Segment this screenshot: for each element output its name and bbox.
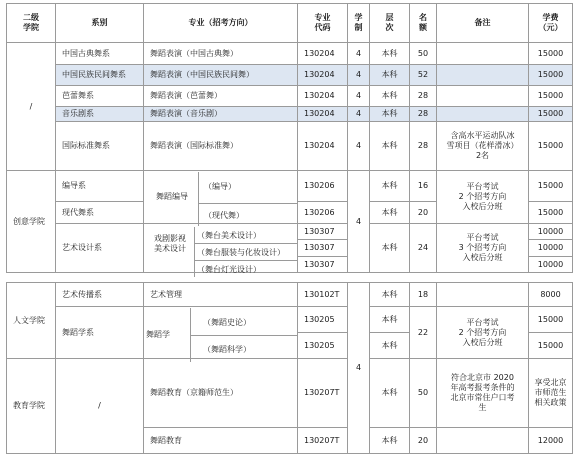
- years-cell: 4: [348, 43, 370, 65]
- dept-cell: 艺术设计系: [56, 224, 144, 273]
- major-name: 舞蹈学: [146, 330, 170, 339]
- level-cell: 本科: [370, 122, 410, 171]
- code-cell: 130207T: [298, 359, 348, 428]
- dept-cell: 现代舞系: [56, 202, 144, 224]
- quota-cell: 16: [410, 171, 437, 202]
- years-cell: 4: [348, 283, 370, 454]
- code-cell: 130204: [298, 43, 348, 65]
- header-years: 学 制: [348, 4, 370, 43]
- header-level: 层 次: [370, 4, 410, 43]
- header-fee: 学费 （元）: [529, 4, 573, 43]
- quota-cell: 18: [410, 283, 437, 307]
- table-row: [7, 224, 573, 240]
- header-dept: 系别: [56, 4, 144, 43]
- major-name: 戏剧影视 美术设计: [154, 234, 186, 254]
- level-cell: 本科: [370, 307, 410, 333]
- major-cell: 舞蹈表演（国际标准舞）: [144, 122, 298, 171]
- dept-cell: 芭蕾舞系: [56, 86, 144, 107]
- code-cell: 130102T: [298, 283, 348, 307]
- major-cell: [144, 307, 298, 359]
- dept-cell: 中国古典舞系: [56, 43, 144, 65]
- major-cell: 舞蹈表演（芭蕾舞）: [144, 86, 298, 107]
- note-cell: [437, 107, 529, 122]
- code-cell: 130204: [298, 65, 348, 86]
- header-major: 专业（招考方向）: [144, 4, 298, 43]
- direction-label: （现代舞）: [204, 211, 244, 220]
- years-cell: 4: [348, 107, 370, 122]
- enrollment-table-2: [6, 282, 573, 454]
- quota-cell: 50: [410, 43, 437, 65]
- dept-cell: 中国民族民间舞系: [56, 65, 144, 86]
- code-cell: 130307: [298, 240, 348, 257]
- table-row: [7, 43, 573, 65]
- direction-label: （编导）: [204, 182, 236, 191]
- level-cell: 本科: [370, 428, 410, 454]
- note-cell: [437, 43, 529, 65]
- table-row: [7, 107, 573, 122]
- dept-cell: 艺术传播系: [56, 283, 144, 307]
- fee-cell: 15000: [529, 202, 573, 224]
- note-cell: 平台考试 3 个招考方向 入校后分班: [437, 224, 529, 273]
- major-cell: 舞蹈表演（中国民族民间舞）: [144, 65, 298, 86]
- level-cell: 本科: [370, 202, 410, 224]
- years-cell: 4: [348, 171, 370, 273]
- fee-cell: 15000: [529, 307, 573, 333]
- level-cell: 本科: [370, 359, 410, 428]
- level-cell: 本科: [370, 224, 410, 273]
- major-cell: 舞蹈教育: [144, 428, 298, 454]
- years-cell: 4: [348, 122, 370, 171]
- header-code: 专业 代码: [298, 4, 348, 43]
- college-cell: 人文学院: [7, 283, 56, 359]
- level-cell: 本科: [370, 283, 410, 307]
- header-quota: 名 额: [410, 4, 437, 43]
- dept-cell: /: [56, 359, 144, 454]
- quota-cell: 28: [410, 122, 437, 171]
- dept-cell: 舞蹈学系: [56, 307, 144, 359]
- note-cell: [437, 65, 529, 86]
- code-cell: 130307: [298, 224, 348, 240]
- major-cell: 舞蹈教育（京籍师范生）: [144, 359, 298, 428]
- major-split: [144, 192, 297, 202]
- direction-label: （舞蹈科学）: [203, 345, 251, 354]
- fee-cell: 享受北京 市师范生 相关政策: [529, 359, 573, 428]
- code-cell: 130205: [298, 333, 348, 359]
- major-cell: 舞蹈表演（中国古典舞）: [144, 43, 298, 65]
- table-row: [7, 65, 573, 86]
- fee-cell: 15000: [529, 86, 573, 107]
- years-cell: 4: [348, 65, 370, 86]
- code-cell: 130205: [298, 307, 348, 333]
- fee-cell: 10000: [529, 224, 573, 240]
- college-cell: /: [7, 43, 56, 171]
- dept-cell: 编导系: [56, 171, 144, 202]
- code-cell: 130206: [298, 202, 348, 224]
- code-cell: 130307: [298, 257, 348, 273]
- fee-cell: 15000: [529, 333, 573, 359]
- code-cell: 130204: [298, 86, 348, 107]
- code-cell: 130207T: [298, 428, 348, 454]
- note-cell: 平台考试 2 个招考方向 入校后分班: [437, 307, 529, 359]
- header-note: 备注: [437, 4, 529, 43]
- major-cell: 舞蹈表演（音乐剧）: [144, 107, 298, 122]
- quota-cell: 28: [410, 107, 437, 122]
- level-cell: 本科: [370, 43, 410, 65]
- note-cell: [437, 428, 529, 454]
- quota-cell: 28: [410, 86, 437, 107]
- enrollment-table-1: [6, 3, 573, 273]
- table-row: [7, 307, 573, 333]
- quota-cell: 50: [410, 359, 437, 428]
- quota-cell: 20: [410, 202, 437, 224]
- dept-cell: 国际标准舞系: [56, 122, 144, 171]
- code-cell: 130206: [298, 171, 348, 202]
- table-row: [7, 359, 573, 428]
- level-cell: 本科: [370, 86, 410, 107]
- college-cell: 创意学院: [7, 171, 56, 273]
- direction-label: （舞台服装与化妆设计）: [197, 248, 285, 257]
- level-cell: 本科: [370, 333, 410, 359]
- fee-cell: 15000: [529, 65, 573, 86]
- quota-cell: 22: [410, 307, 437, 359]
- level-cell: 本科: [370, 65, 410, 86]
- note-cell: [437, 86, 529, 107]
- fee-cell: 8000: [529, 283, 573, 307]
- major-cell: [144, 224, 298, 273]
- level-cell: 本科: [370, 171, 410, 202]
- major-cell: [144, 171, 298, 224]
- code-cell: 130204: [298, 107, 348, 122]
- direction-label: （舞台美术设计）: [197, 231, 261, 240]
- table-row: [7, 171, 573, 202]
- level-cell: 本科: [370, 107, 410, 122]
- fee-cell: 15000: [529, 171, 573, 202]
- header-row: [7, 4, 573, 43]
- major-cell: 艺术管理: [144, 283, 298, 307]
- fee-cell: 15000: [529, 107, 573, 122]
- quota-cell: 20: [410, 428, 437, 454]
- note-cell: 含高水平运动队冰 雪项目（花样滑冰） 2名: [437, 122, 529, 171]
- quota-cell: 52: [410, 65, 437, 86]
- years-cell: 4: [348, 86, 370, 107]
- note-cell: [437, 283, 529, 307]
- note-cell: 平台考试 2 个招考方向 入校后分班: [437, 171, 529, 224]
- college-cell: 教育学院: [7, 359, 56, 454]
- table-row: [7, 86, 573, 107]
- fee-cell: 12000: [529, 428, 573, 454]
- fee-cell: 10000: [529, 257, 573, 273]
- note-cell: 符合北京市 2020 年高考报考条件的 北京市常住户口考 生: [437, 359, 529, 428]
- direction-label: （舞蹈史论）: [203, 318, 251, 327]
- dept-cell: 音乐剧系: [56, 107, 144, 122]
- direction-label: （舞台灯光设计）: [197, 265, 261, 274]
- table-row: [7, 122, 573, 171]
- major-name: 舞蹈编导: [156, 192, 188, 201]
- fee-cell: 10000: [529, 240, 573, 257]
- fee-cell: 15000: [529, 122, 573, 171]
- code-cell: 130204: [298, 122, 348, 171]
- header-college: 二级 学院: [7, 4, 56, 43]
- fee-cell: 15000: [529, 43, 573, 65]
- table-row: [7, 283, 573, 307]
- quota-cell: 24: [410, 224, 437, 273]
